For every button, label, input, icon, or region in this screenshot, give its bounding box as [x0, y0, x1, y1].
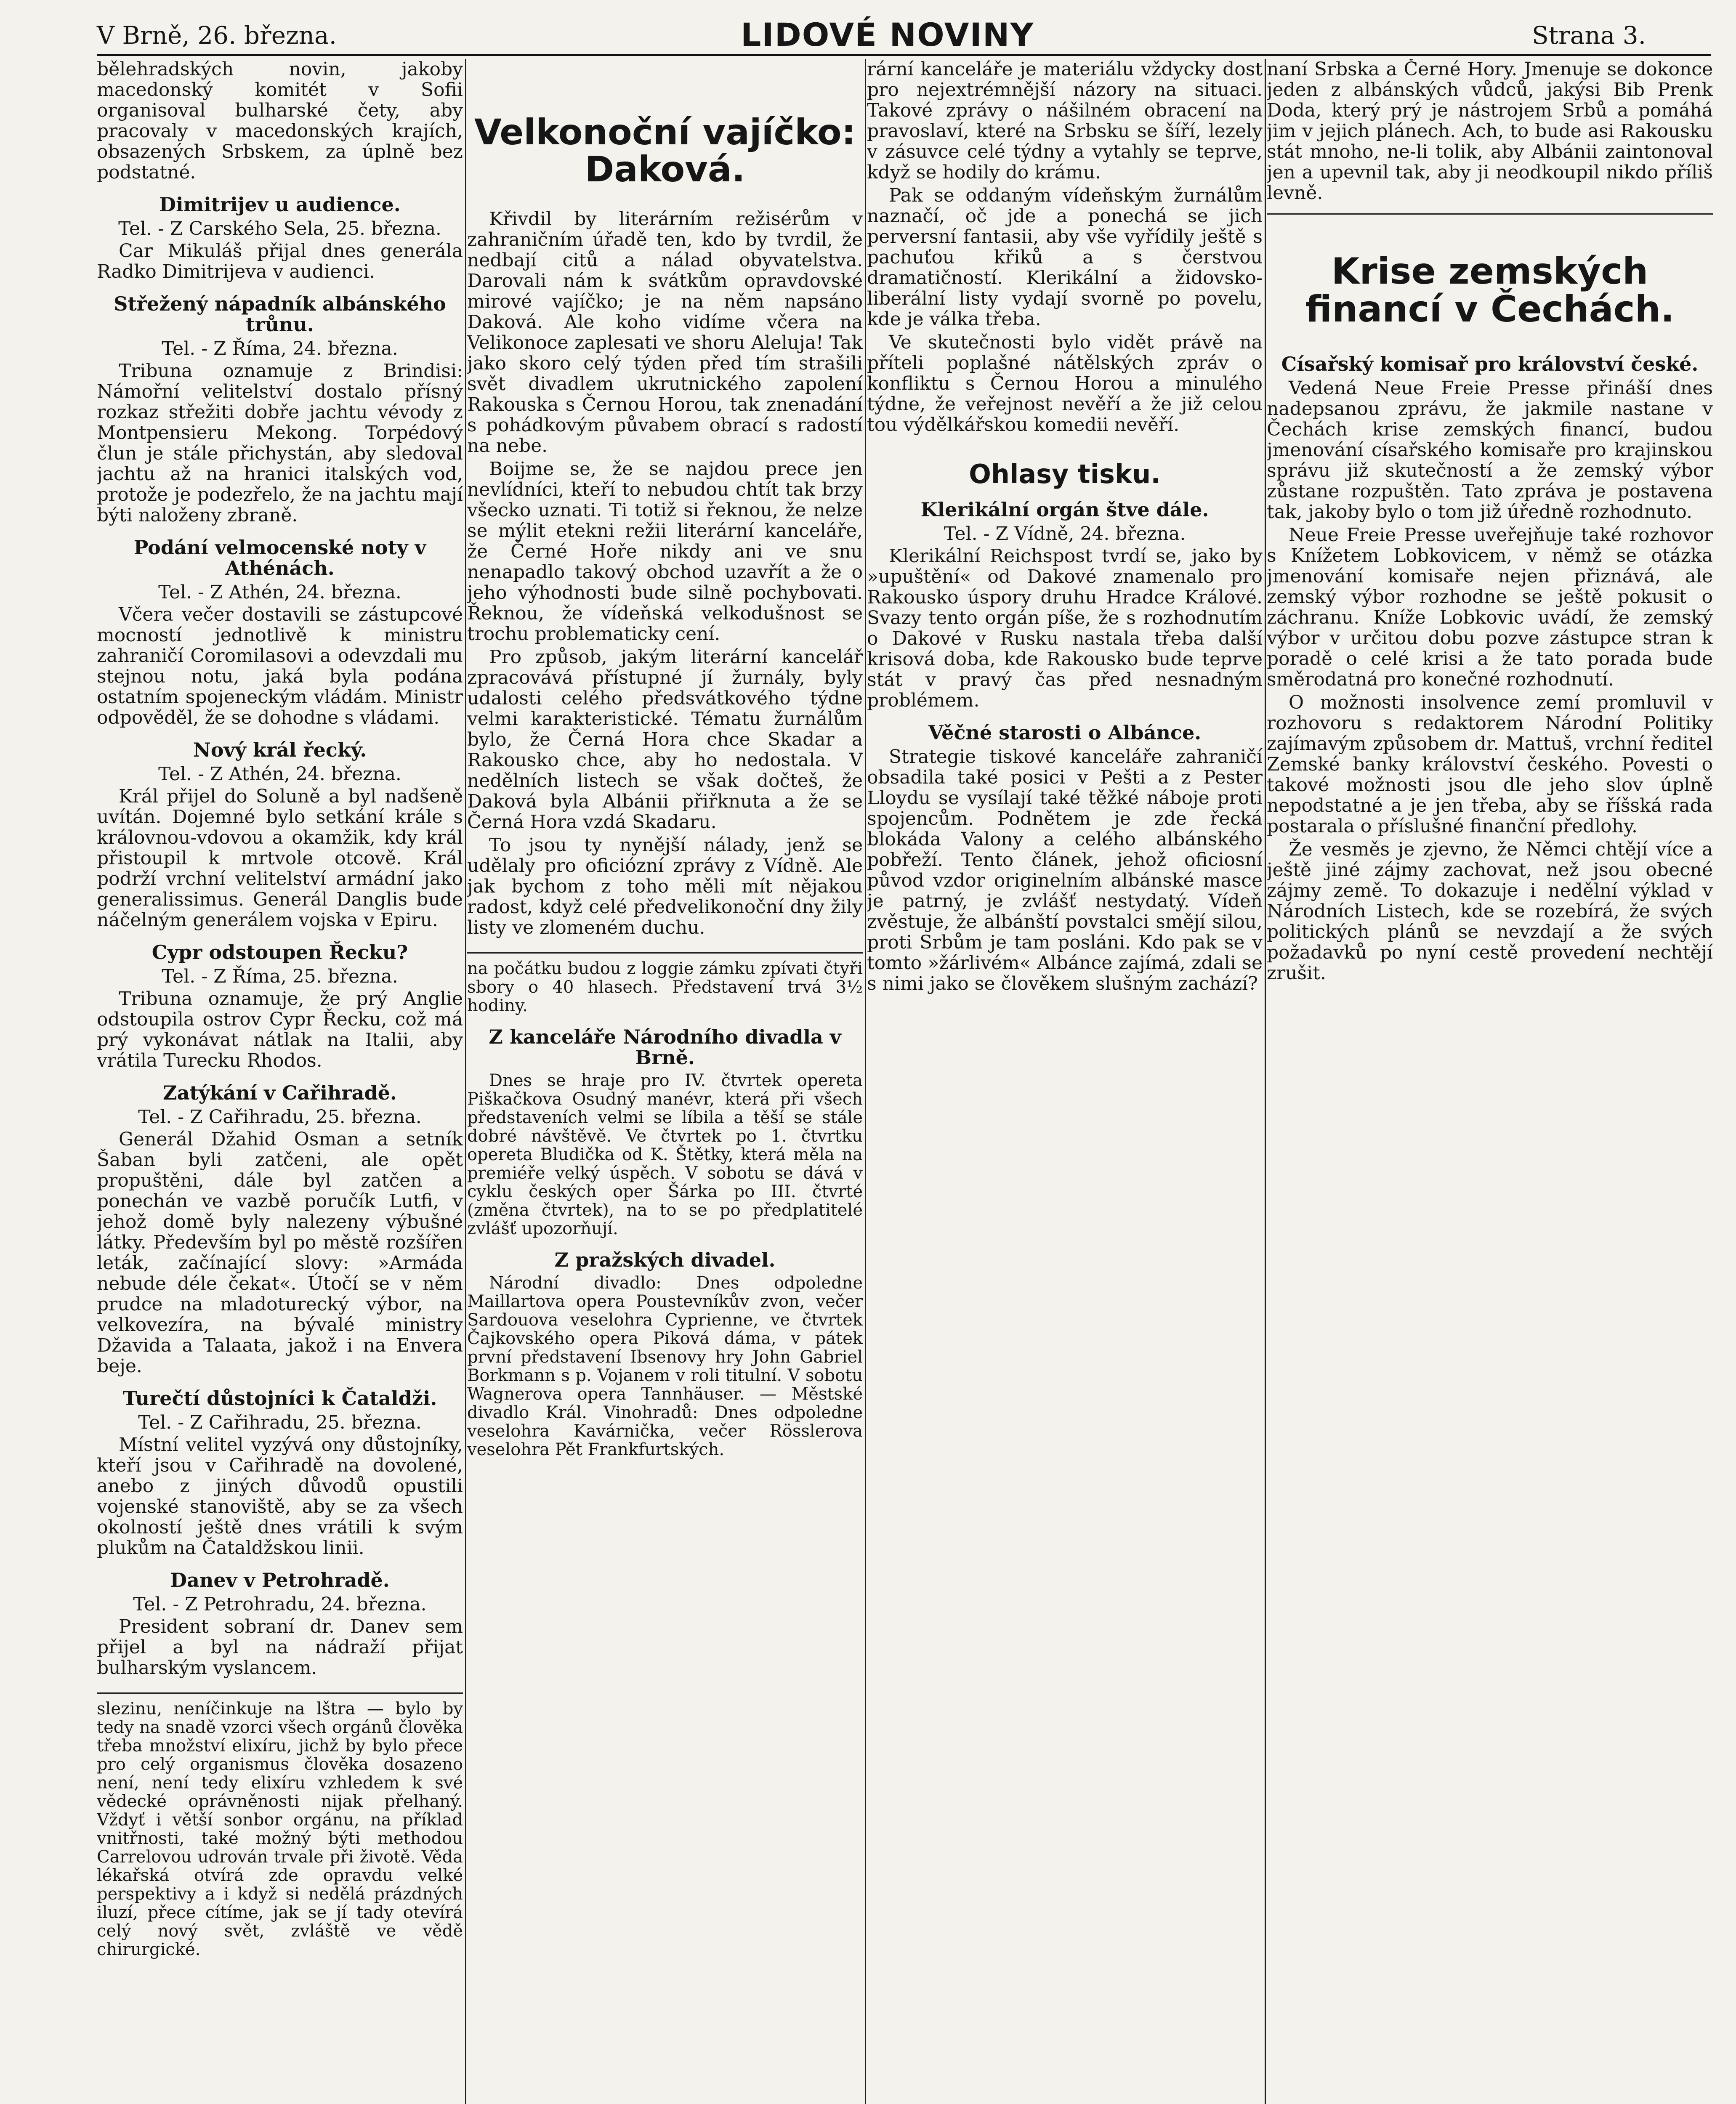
article-cyprus: [97, 942, 463, 1071]
article-dimitrijev: [97, 194, 463, 282]
column-divider: [465, 59, 466, 2104]
article-albania-throne: [97, 294, 463, 526]
dateline: Tel. - Z Cařihradu, 25. března.: [138, 1412, 422, 1433]
place-date: V Brně, 26. března.: [97, 21, 337, 50]
feature-title: Velkonoční vajíčko: Daková.: [474, 112, 856, 190]
page-number: Strana 3.: [1532, 21, 1646, 50]
article-text: Že vesměs je zjevno, že Němci chtějí více a ještě jiné zájmy zachovat, než jsou obecné zájmy země. To dokazuje i nedělní výklad v Národních Listech, kde se rozebírá, že svých politických plánů se nevzdají a že svých požadavků po nyní cestě provedení nechtějí zrušit.: [1267, 838, 1713, 984]
article-text: Strategie tiskové kanceláře zahraničí obsadila také posici v Pešti a z Pester Lloydu se vysílají také těžké náboje proti spojencům. Podnětem je zde řecká blokáda Valony a celého albánského pobřeží. Tento článek, jehož oficiosní původ vzdor originelním albánské masce je patrný, je zvlášť nestydatý. Vídeň zvěstuje, že albánští povstalci smějí silou, proti Srbům je tam posláni. Kdo pak se v tomto »žárlivém« Albánce zajímá, zdali se s nimi jako se člověkem slušným zachází?: [867, 746, 1263, 995]
article-heading: Klerikální orgán štve dále.: [920, 498, 1209, 521]
article-text: Místní velitel vyzývá ony důstojníky, kteří jsou v Cařihradě na dovolené, anebo z jiných důvodů opustili vojenské stanoviště, aby se za všech okolností ještě dnes vrátili k svým plukům na Čataldžskou linii.: [97, 1434, 463, 1559]
dateline: Tel. - Z Athén, 24. března.: [158, 763, 401, 785]
dateline: Tel. - Z Carského Sela, 25. března.: [118, 218, 441, 239]
article-heading: Dimitrijev u audience.: [159, 193, 401, 216]
article-text: Dnes se hraje pro IV. čtvrtek opereta Piškačkova Osudný manévr, která při všech představeních velmi se líbila a těší se stále dobré návštěvě. Ve čtvrtek po 1. čtvrtku opereta Bludička od K. Štětky, která měla na premiéře velký úspěch. V sobotu se dává v cyklu českých oper Šárka po III. čtvrté (změna čtvrtek), na to se po předplatitelé zvlášť upozorňují.: [467, 1071, 863, 1239]
feature-text: Křivdil by literárním režisérům v zahraničním úřadě ten, kdo by tvrdil, že nedbají citů a nálad obyvatelstva. Darovali nám k svátkům opravdovské mirové vajíčko; je na něm napsáno Daková. Ale koho vidíme včera na Velikonoce zaplesati ve shoru Aleluja! Tak jako skoro celý týden před tím strašili svět divadlem ukrutnického zapolení Rakouska s Černou Horou, tak znenadání s pohádkovým půvabem obrací s radostí na nebe.: [467, 208, 863, 457]
dateline: Tel. - Z Říma, 24. března.: [162, 338, 398, 359]
article-continuation: na počátku budou z loggie zámku zpívati čtyři sbory o 40 hlasech. Představení trvá 3½ hodiny.: [467, 959, 863, 1016]
article-heading: Zatýkání v Cařihradě.: [163, 1081, 397, 1104]
article-heading: Turečtí důstojníci k Čataldži.: [122, 1387, 437, 1410]
article-text: Tribuna oznamuje, že prý Anglie odstoupila ostrov Cypr Řecku, což má prý vykonávat nátlak na Italii, aby vrátila Turecku Rhodos.: [97, 988, 463, 1071]
article-text: O možnosti insolvence zemí promluvil v rozhovoru s redaktorem Národní Politiky zajímavým způsobem dr. Mattuš, vrchní ředitel Zemské banky království českého. Povesti o takové možnosti jsou dle jeho slov úplně nepodstatné a je jen třeba, aby se říšská rada postarala o příslušné finanční předlohy.: [1267, 691, 1713, 837]
column-divider: [865, 59, 866, 2104]
column-3: [867, 59, 1263, 2104]
header-rule: [97, 54, 1711, 56]
article-text: Národní divadlo: Dnes odpoledne Maillartova opera Poustevníkův zvon, večer Sardouova veselohra Cyprienne, ve čtvrtek Čajkovského opera Piková dáma, v pátek první představení Ibsenovy hry John Gabriel Borkmann s p. Vojanem v roli titulní. V sobotu Wagnerova opera Tannhäuser. — Městské divadlo Král. Vinohradů: Dnes odpoledne veselohra Kavárnička, večer Rösslerova veselohra Pět Frankfurtských.: [467, 1273, 863, 1460]
article-greek-king: [97, 740, 463, 930]
article-text: Pak se oddaným vídeňským žurnálům naznačí, oč jde a ponechá se jich perversní fantasii, aby vše vyřídily ještě s pachuťou křiků a s čerstvou dramatičností. Klerikální a židovsko-liberální listy vydají svorně po povelu, kde je válka třeba.: [867, 185, 1263, 330]
article-prague-theatres: [467, 1250, 863, 1459]
feuilleton-rule: [97, 1692, 463, 1694]
article-text: Včera večer dostavili se zástupcové mocností jednotlivě k ministru zahraničí Coromilasovi a odevzdali mu stejnou notu, jaká byla podána ostatním spojeneckým vládám. Ministr odpověděl, že se dohodne s vládami.: [97, 604, 463, 728]
article-continuation: naní Srbska a Černé Hory. Jmenuje se dokonce jeden z albánských vůdců, jakýsi Bib Prenk Doda, který prý je nástrojem Srbů a pomáhá jim v jejich plánech. Ach, to bude asi Rakousku stát mnoho, ne-li tolik, aby Albánii zaintonoval jen a upevnil tak, aby ji neodkoupil nikdo příliš levně.: [1267, 59, 1713, 204]
article-subheading: Císařský komisař pro království české.: [1281, 352, 1699, 375]
article-text: President sobraní dr. Danev sem přijel a byl na nádraží přijat bulharským vyslancem.: [97, 1616, 463, 1679]
article-athens-note: [97, 537, 463, 728]
section-rule: [1267, 213, 1713, 215]
article-text: Generál Džahid Osman a setník Šaban byli zatčeni, ale opět propuštěni, dále byl zatčen a ponechán ve vazbě poručík Lutfi, v jehož domě byly nalezeny výbušné látky. Především byl po městě rozšířen leták, začínající slovy: »Armáda nebude déle čekat«. Útočí se v něm prudce na mladoturecký výbor, na velkovezíra, na bývalé ministry Džavida a Talaata, jakož i na Envera beje.: [97, 1129, 463, 1377]
section-rule: [467, 952, 863, 954]
article-continuation: bělehradských novin, jakoby macedonský komitét v Sofii organisoval bulharské čety, aby pracovaly v macedonských krajích, obsazených Srbskem, za úplně bez podstatné.: [97, 59, 463, 183]
feature-text: Boijme se, že se najdou prece jen nevlídníci, kteří to nebudou chtít tak brzy všecko uznati. Ti totiž si řeknou, že nelze se mýlit etekni režii literární kanceláře, že Černé Hoře nikdy ani ve snu nenapadlo takový obchod uzavřít a že o jeho výhodnosti bude silně pochybovati. Řeknou, že vídeňská velkodušnost se trochu problematicky cení.: [467, 458, 863, 645]
dateline: Tel. - Z Petrohradu, 24. března.: [133, 1594, 427, 1615]
feature-text: To jsou ty nynější nálady, jenž se udělaly pro oficiózní zprávy z Vídně. Ale jak bychom z toho měli mít nějakou radost, když celé předvelikonoční dny žily listy ve zlomeném duchu.: [467, 834, 863, 939]
section-title: Ohlasy tisku.: [969, 459, 1161, 489]
column-divider: [1265, 59, 1266, 2104]
article-continuation: rární kanceláře je materiálu vždycky dost pro nejextrémnější názory na situaci. Takové zprávy o nášilném obracení na pravoslaví, které na Srbsku se šíří, lezely v zásuvce celé týdny a vytahly se teprve, když se hodily do krámu.: [867, 59, 1263, 183]
article-heading: Nový král řecký.: [193, 739, 367, 761]
masthead: LIDOVÉ NOVINY: [741, 16, 1034, 53]
article-officers: [97, 1388, 463, 1558]
column-2: [467, 59, 863, 2104]
dateline: Tel. - Z Cařihradu, 25. března.: [138, 1106, 422, 1128]
article-text: Ve skutečnosti bylo vidět právě na příteli poplašné nátělských zpráv o konfliktu s Černou Horou a minulého týdne, že veřejnost nevěří a že již celou tou výdělkářskou komedii nevěří.: [867, 332, 1263, 436]
article-text: Vedená Neue Freie Presse přináší dnes nadepsanou zprávu, že jakmile nastane v Čechách krise zemských financí, budou jmenování císařského komisaře pro krajinskou správu již skutečností a že zemský výbor zůstane rozpuštěn. Tato zpráva je postavena tak, jakoby bylo o tom již úředně rozhodnuto.: [1267, 377, 1713, 523]
dateline: Tel. - Z Vídně, 24. března.: [944, 523, 1186, 545]
article-heading: Věčné starosti o Albánce.: [928, 721, 1202, 744]
page-header: [0, 8, 1736, 55]
article-text: Klerikální Reichspost tvrdí se, jako by »upuštění« od Dakové znamenalo pro Rakousko úspory druhu Hradce Králové. Svazy tento orgán píše, že s rozhodnutím o Dakové v Rusku nastala třeba další krisová doba, kde Rakousko bude teprve stát v pravý čas před nesnadným problémem.: [867, 545, 1263, 712]
article-danev: [97, 1570, 463, 1678]
feuilleton-text: slezinu, neníčinkuje na lštra — bylo by tedy na snadě vzorci všech orgánů člověka třeba množství elixíru, jichž by bylo přece pro celý organismus člověka dosazeno není, není tedy elixíru vzhledem k své vědecké oprávněnosti nijak přelhaný. Vždyť i větší sonbor orgánu, na příklad vnitřnosti, také možný býti methodou Carrelovou udrován trvale při životě. Věda lékařská otvírá zde opravdu velké perspektivy a i když si nedělá prázdných iluzí, přece cítíme, jak se jí tady otevírá celý nový svět, zvláště ve vědě chirurgické.: [97, 1699, 463, 1959]
feature-title: Krise zemských financí v Čechách.: [1305, 250, 1675, 331]
article-heading: Podání velmocenské noty v Athénách.: [133, 536, 426, 579]
dateline: Tel. - Z Athén, 24. března.: [158, 582, 401, 603]
article-heading: Danev v Petrohradě.: [170, 1569, 390, 1591]
article-arrests: [97, 1083, 463, 1376]
article-text: Neue Freie Presse uveřejňuje také rozhovor s Knížetem Lobkovicem, v němž se otázka jmenování komisaře nejen přiznává, ale zemský výbor rozhodne se ještě pokusit o záchranu. Kníže Lobkovic uvádí, že zemský výbor v určitou dobu pozve zástupce stran k poradě o celé krisi a že tato porada bude směrodatná pro konečné rozhodnutí.: [1267, 524, 1713, 690]
column-1: [97, 59, 463, 2104]
article-text: Tribuna oznamuje z Brindisi: Námořní velitelství dostalo přísný rozkaz střežiti dobře jachtu vévody z Montpensieru Mekong. Torpédový člun je stále přichystán, aby sledoval jachtu až na hranici italských vod, protože je podezřelo, že na jachtu mají býti naloženy zbraně.: [97, 360, 463, 526]
feature-text: Pro způsob, jakým literární kancelář zpracovává přístupné jí žurnály, byly udalosti celého předsvátkového týdne velmi karakteristické. Tématu žurnálům bylo, že Černá Hora chce Skadar a Rakousko chce, aby ho nedostala. V nedělních listech se však dočteš, že Daková byla Albánii přiřknuta a že se Černá Hora vzdá Skadaru.: [467, 646, 863, 833]
column-4: [1267, 59, 1713, 2104]
article-text: Král přijel do Soluně a byl nadšeně uvítán. Dojemné bylo setkání krále s královnou-vdovou a okamžik, kdy král přistoupil k mrtvole otcově. Král podrží vrchní velitelství armádní jako generalissimus. Generál Danglis bude náčelným generálem vojska v Epiru.: [97, 786, 463, 931]
article-national-theatre: [467, 1027, 863, 1238]
dateline: Tel. - Z Říma, 25. března.: [162, 966, 398, 987]
article-heading: Střežený nápadník albánského trůnu.: [114, 292, 446, 336]
article-albanians: [867, 723, 1263, 994]
article-clerical: [867, 499, 1263, 711]
article-text: Car Mikuláš přijal dnes generála Radko Dimitrijeva v audienci.: [97, 240, 463, 282]
article-heading: Cypr odstoupen Řecku?: [152, 941, 408, 964]
article-heading: Z kanceláře Národního divadla v Brně.: [489, 1025, 841, 1069]
article-heading: Z pražských divadel.: [554, 1249, 776, 1272]
